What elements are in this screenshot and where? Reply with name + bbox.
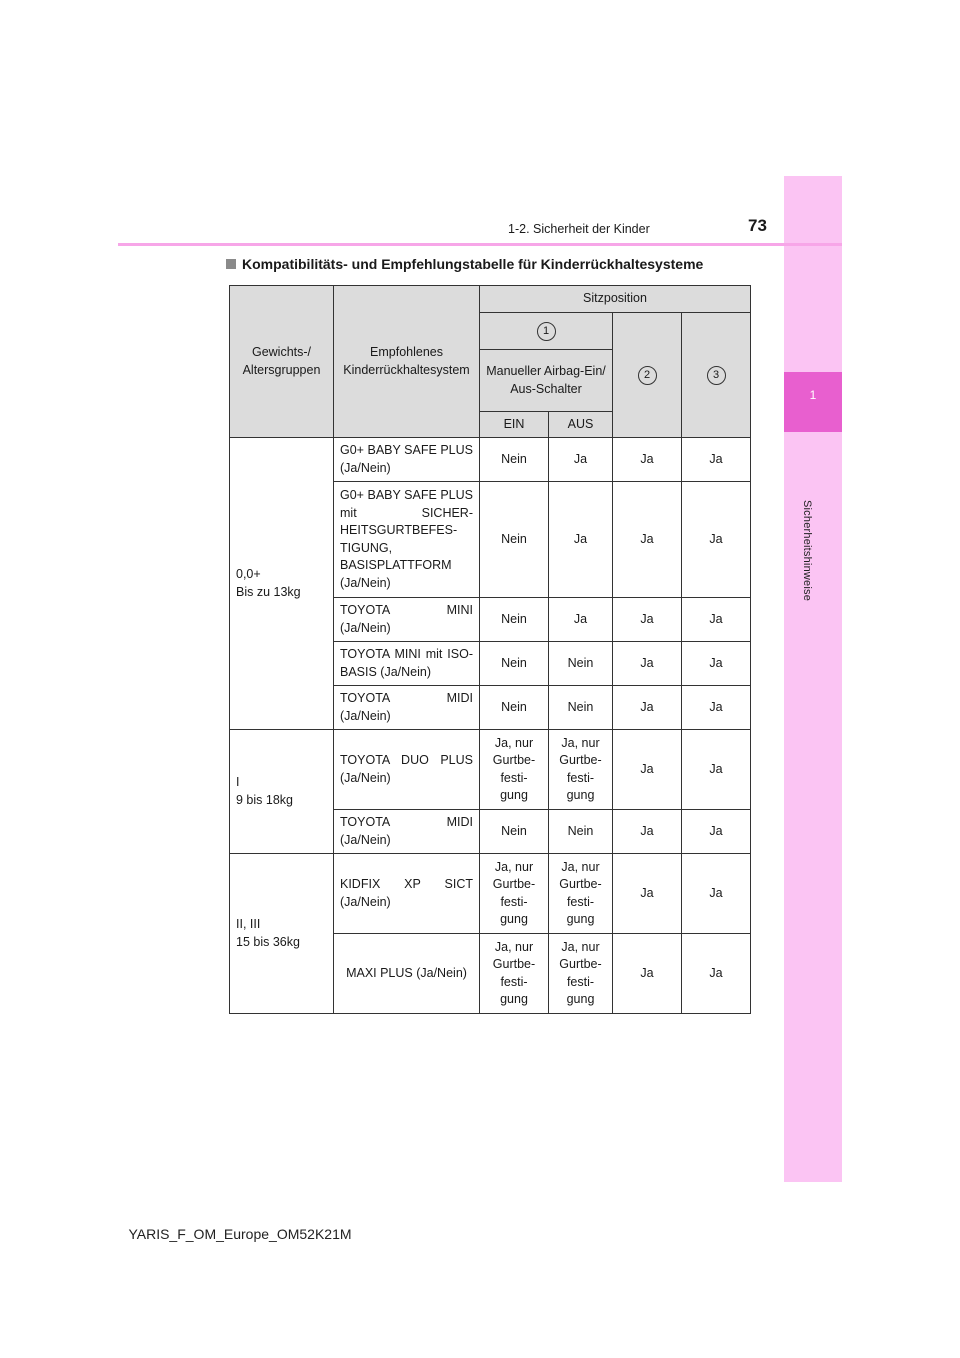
seat2-cell: Ja [613,598,682,642]
aus-cell: Ja, nur Gurtbe- festi- gung [549,730,613,810]
table-row [230,730,751,810]
aus-cell: Nein [549,686,613,730]
group-cell: I 9 bis 18kg [230,730,334,854]
ein-cell: Nein [480,438,549,482]
header-seat-2 [613,313,682,438]
aus-cell: Nein [549,810,613,854]
header-seat-position: Sitzposition [480,286,751,313]
system-cell: MAXI PLUS (Ja/Nein) [334,934,480,1014]
header-aus: AUS [549,412,613,438]
system-cell: G0+ BABY SAFE PLUS (Ja/Nein) [334,438,480,482]
seat3-cell: Ja [682,730,751,810]
seat3-cell: Ja [682,438,751,482]
page-number: 73 [748,216,767,235]
seat2-cell: Ja [613,730,682,810]
seat2-cell: Ja [613,686,682,730]
ein-cell: Nein [480,482,549,598]
aus-cell: Ja [549,438,613,482]
seat2-cell: Ja [613,934,682,1014]
ein-cell: Ja, nur Gurtbe- festi- gung [480,854,549,934]
system-cell: KIDFIX XP SICT (Ja/Nein) [334,854,480,934]
compatibility-table [229,285,751,1014]
seat2-cell: Ja [613,482,682,598]
system-cell: TOYOTA MIDI (Ja/Nein) [334,810,480,854]
table-row [230,438,751,482]
header-system: Empfohlenes Kinderrückhaltesystem [334,286,480,438]
system-cell: TOYOTA MIDI (Ja/Nein) [334,686,480,730]
aus-cell: Ja [549,598,613,642]
seat3-cell: Ja [682,854,751,934]
system-cell: TOYOTA MINI mit ISO-BASIS (Ja/Nein) [334,642,480,686]
aus-cell: Nein [549,642,613,686]
side-chapter-tab-active [784,372,842,432]
document-code: YARIS_F_OM_Europe_OM52K21M [128,1226,352,1242]
ein-cell: Ja, nur Gurtbe- festi- gung [480,730,549,810]
seat2-cell: Ja [613,438,682,482]
system-cell: TOYOTA DUO PLUS (Ja/Nein) [334,730,480,810]
aus-cell: Ja [549,482,613,598]
ein-cell: Ja, nur Gurtbe- festi- gung [480,934,549,1014]
ein-cell: Nein [480,810,549,854]
side-chapter-tab [784,176,842,1182]
seat2-cell: Ja [613,810,682,854]
seat3-cell: Ja [682,934,751,1014]
seat2-cell: Ja [613,642,682,686]
section-title: 1-2. Sicherheit der Kinder [508,222,650,236]
system-cell: TOYOTA MINI (Ja/Nein) [334,598,480,642]
group-cell: II, III 15 bis 36kg [230,854,334,1014]
seat3-cell: Ja [682,642,751,686]
table-row [230,854,751,934]
seat3-cell: Ja [682,686,751,730]
chapter-label: Sicherheitshinweise [801,500,813,602]
ein-cell: Nein [480,642,549,686]
seat2-cell: Ja [613,854,682,934]
group-cell: 0,0+ Bis zu 13kg [230,438,334,730]
ein-cell: Nein [480,686,549,730]
chapter-number: 1 [809,388,817,402]
seat3-cell: Ja [682,810,751,854]
table-heading-text: Kompatibilitäts- und Empfehlungstabelle für Kinderrückhaltesysteme [242,256,704,272]
header-seat-1 [480,313,613,350]
table-heading [226,256,703,272]
seat-1-marker: 1 [537,322,556,341]
seat-3-marker: 3 [707,366,726,385]
seat3-cell: Ja [682,482,751,598]
seat-2-marker: 2 [638,366,657,385]
seat3-cell: Ja [682,598,751,642]
square-bullet-icon [226,259,236,269]
system-cell: G0+ BABY SAFE PLUS mit SICHER-HEITSGURTBEFES-TIGUNG, BASISPLATTFORM (Ja/Nein) [334,482,480,598]
header-seat-3 [682,313,751,438]
header-airbag-switch: Manueller Airbag-Ein/ Aus-Schalter [480,350,613,412]
ein-cell: Nein [480,598,549,642]
header-group: Gewichts-/ Altersgruppen [230,286,334,438]
aus-cell: Ja, nur Gurtbe- festi- gung [549,934,613,1014]
header-rule [118,243,842,246]
header-ein: EIN [480,412,549,438]
aus-cell: Ja, nur Gurtbe- festi- gung [549,854,613,934]
